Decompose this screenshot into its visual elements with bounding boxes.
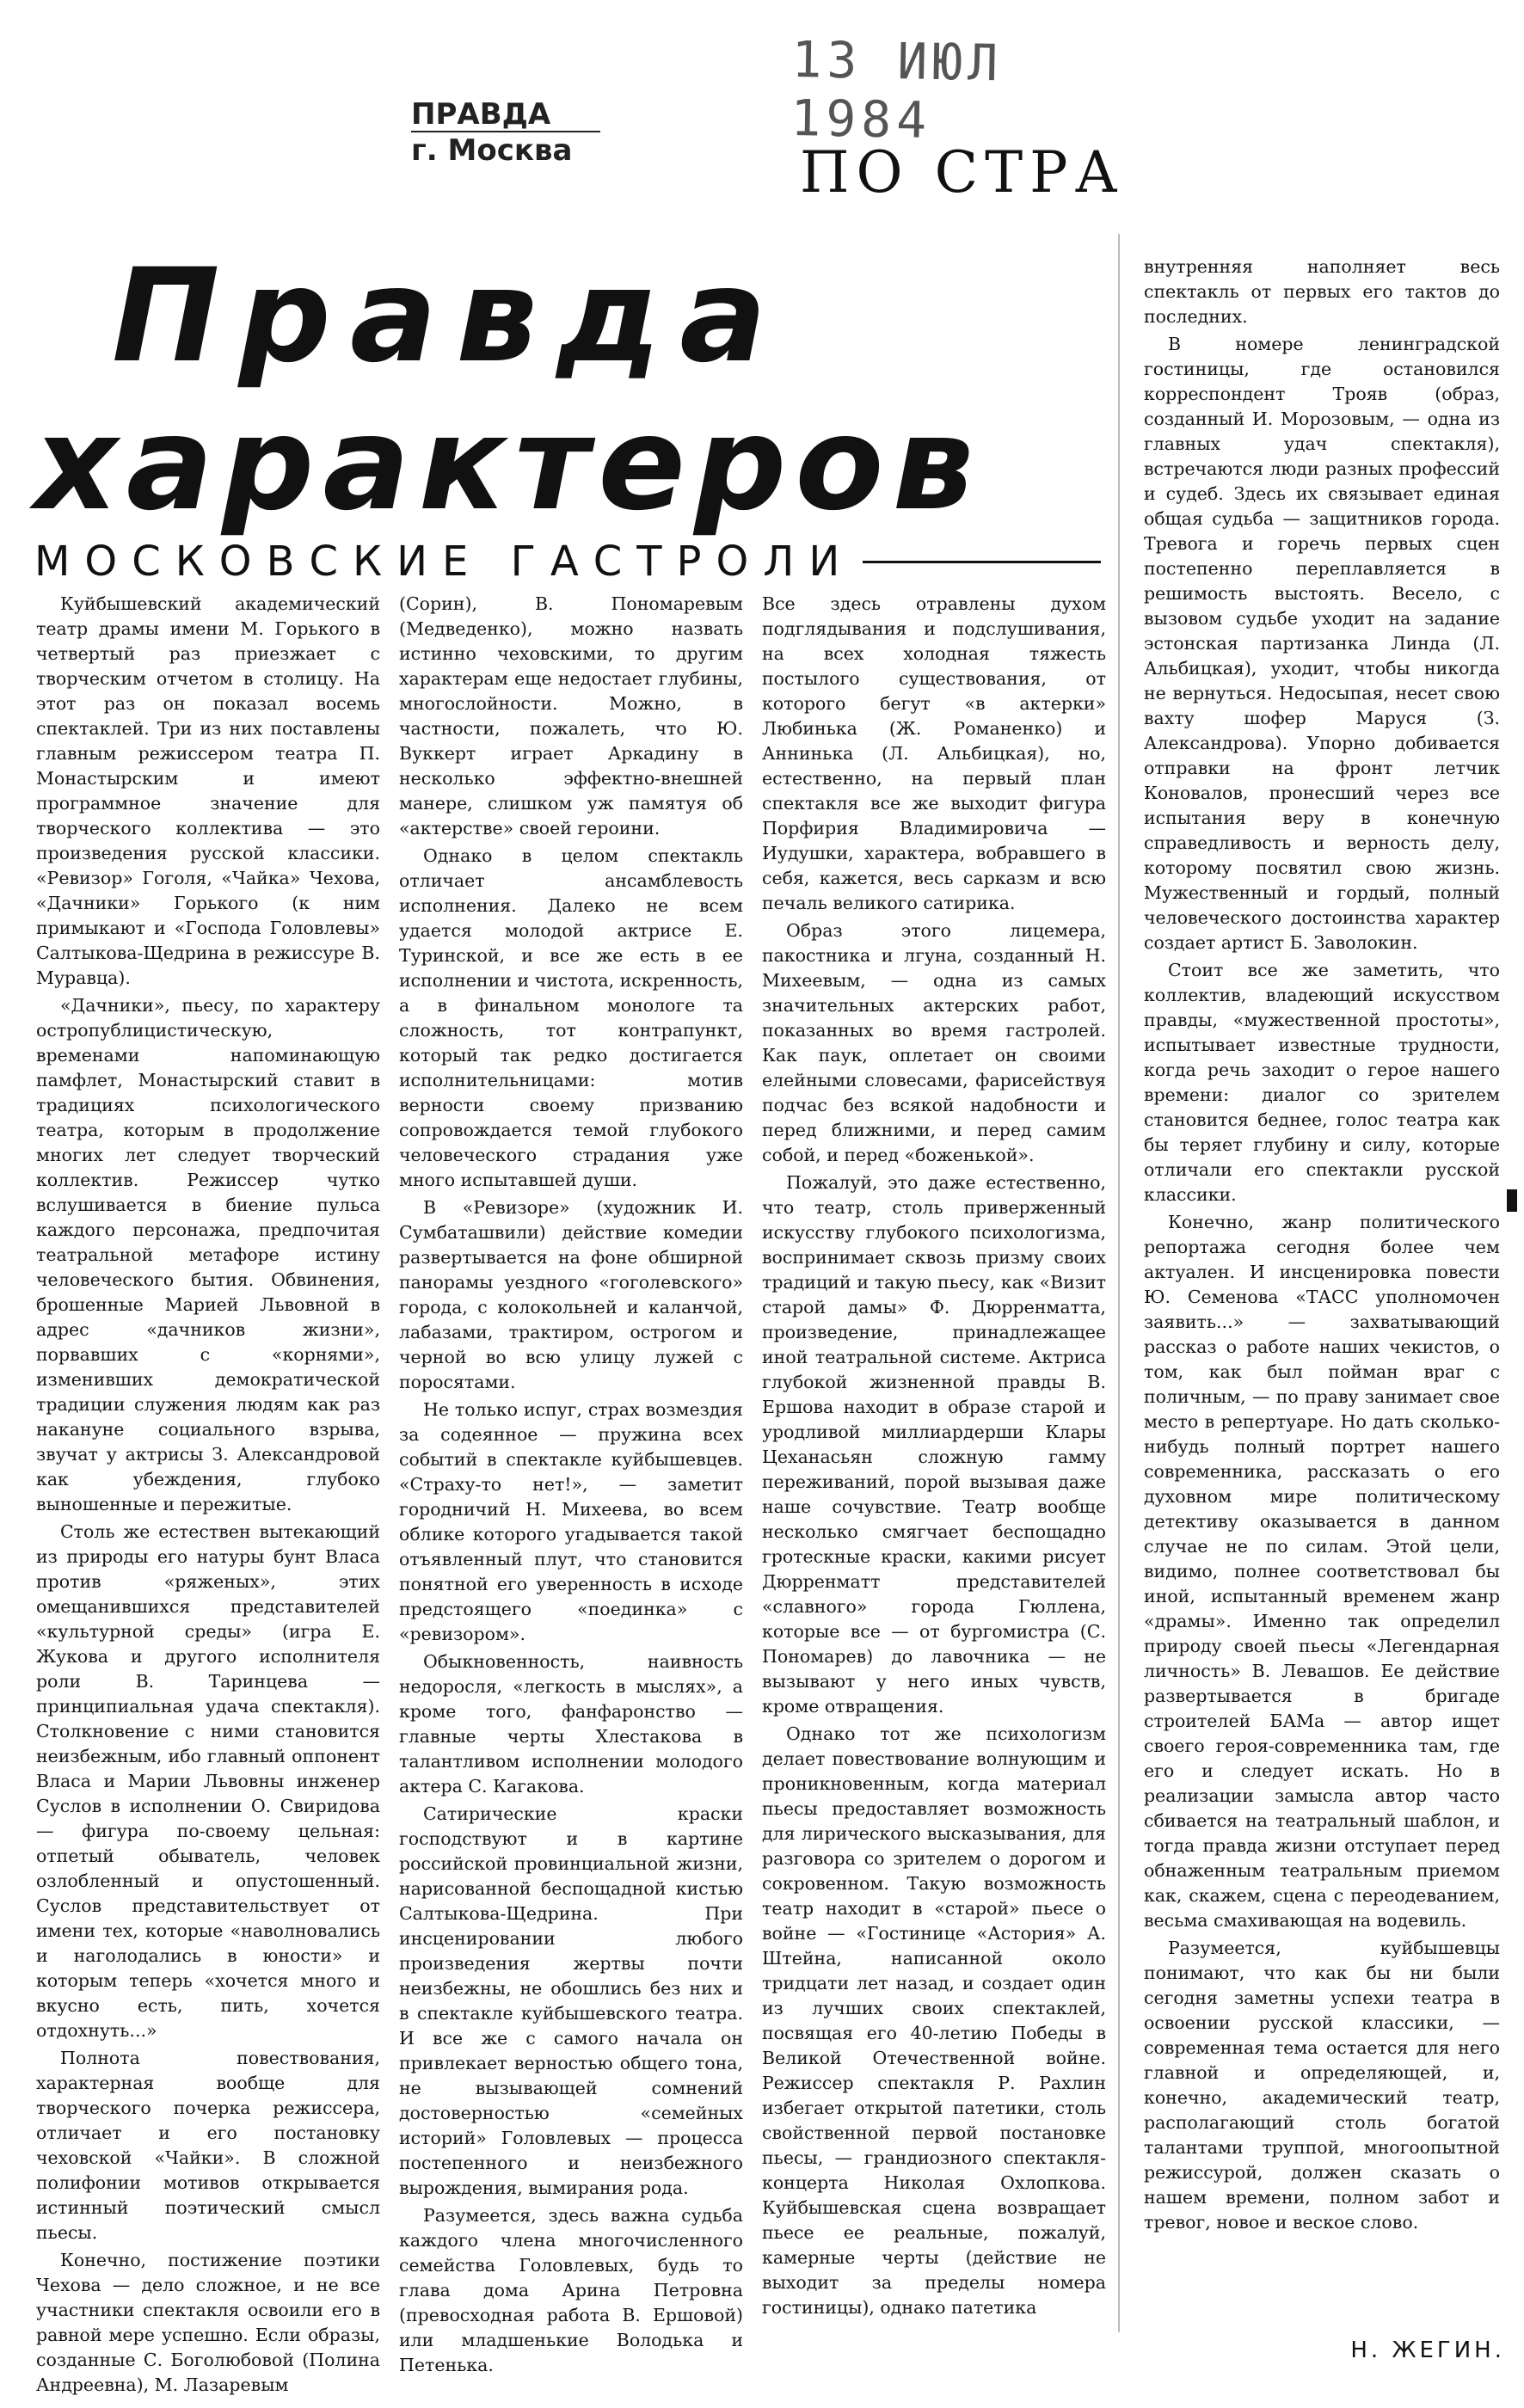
paragraph: Обыкновенность, наивность недоросля, «легкость в мыслях», а кроме того, фанфаронство — главные черты Хлестакова в талантливом исполнении молодого актера С. Кагакова. xyxy=(399,1651,743,1797)
source-stamp xyxy=(411,96,618,169)
paragraph: Стоит все же заметить, что коллектив, владеющий искусством правды, «мужественной простоты», испытывает известные трудности, когда речь заходит о герое нашего времени: диалог со зрителем становится беднее, голос театра как бы теряет глубину и силу, которые отличали его спектакли русской классики. xyxy=(1144,960,1500,1205)
article-column-4 xyxy=(1144,255,1500,2238)
paragraph: Сатирические краски господствуют и в картине российской провинциальной жизни, нарисованной беспощадной кистью Салтыкова-Щедрина. При инсценировании любого произведения жертвы почти неизбежны, не обошлись без них и в спектакле куйбышевского театра. И все же с самого начала он привлекает верностью общего тона, не вызывающей сомнений достоверностью «семейных историй» Головлевых — процесса постепенного и неизбежного вырождения, вымирания рода. xyxy=(399,1803,743,2198)
paragraph: Однако тот же психологизм делает повествование волнующим и проникновенным, когда материал пьесы предоставляет возможность для лирического высказывания, для разговора со зрителем о дорогом и сокровенном. Такую возможность театр находит в «старой» пьесе о войне — «Гостинице «Астория» А. Штейна, написанной около тридцати лет назад, и создает один из лучших своих спектаклей, посвящая его 40-летию Победы в Великой Отечественной войне. Режиссер спектакля Р. Рахлин избегает открытой патетики, столь свойственной первой постановке пьесы, — грандиозного спектакля-концерта Николая Охлопкова. Куйбышевская сцена возвращает пьесе ее реальные, пожалуй, камерные черты (действие не выходит за пределы номера гостиницы), однако патетика xyxy=(762,1723,1106,2318)
article-column-2 xyxy=(399,592,743,2380)
paragraph: Разумеется, здесь важна судьба каждого члена многочисленного семейства Головлевых, будь то глава дома Арина Петровна (превосходная работа В. Ершовой) или младшенькие Володька и Петенька. xyxy=(399,2205,743,2375)
paragraph: Столь же естествен вытекающий из природы его натуры бунт Власа против «ряженых», этих омещанившихся представителей «культурной среды» (игра Е. Жукова и другого исполнителя роли В. Таринцева — принципиальная удача спектакля). Столкновение с ними становится неизбежным, ибо главный оппонент Власа и Марии Львовны инженер Суслов в исполнении О. Свиридова — фигура по-своему цельная: отпетый обыватель, человек озлобленный и опустошенный. Суслов представительствует от имени тех, которые «наволновались и наголодались в юности» и которым теперь «хочется много и вкусно есть, пить, хочется отдохнуть...» xyxy=(36,1521,380,2041)
headline-line-2: характеров xyxy=(34,390,983,539)
author-signature: Н. ЖЕГИН. xyxy=(1350,2337,1505,2363)
column-divider xyxy=(1118,234,1128,2332)
source-newspaper-name: ПРАВДА xyxy=(411,97,551,132)
paragraph: Пожалуй, это даже естественно, что театр, столь приверженный искусству глубокого психологизма, воспринимает сквозь призму своих традиций и такую пьесу, как «Визит старой дамы» Ф. Дюрренматта, произведение, принадлежащее иной театральной системе. Актриса глубокой жизненной правды В. Ершова находит в образе старой и уродливой миллиардерши Клары Цеханасьян сложную гамму переживаний, порой вызывая даже наше сочувствие. Театр вообще несколько смягчает беспощадно гротескные краски, какими рисует Дюрренматт представителей «славного» города Гюллена, которые все — от бургомистра (С. Пономарев) до лавочника — не вызывают у него иных чувств, кроме отвращения. xyxy=(762,1172,1106,1717)
paragraph: В «Ревизоре» (художник И. Сумбаташвили) действие комедии развертывается на фоне обширной панорамы уездного «гоголевского» города, с колокольней и каланчой, лабазами, трактиром, острогом и черной во всю улицу лужей с поросятами. xyxy=(399,1197,743,1392)
margin-mark xyxy=(1507,1189,1517,1212)
article-column-1 xyxy=(36,592,380,2400)
paragraph: внутренняя наполняет весь спектакль от первых его тактов до последних. xyxy=(1144,256,1500,327)
paragraph: Не только испуг, страх возмездия за содеянное — пружина всех событий в спектакле куйбышевцев. «Страху-то нет!», — заметит городничий Н. Михеева, во всем облике которого угадывается такой отъявленный плут, что становится понятной его уверенность в исходе предстоящего «поединка» с «ревизором». xyxy=(399,1399,743,1644)
paragraph: Куйбышевский академический театр драмы имени М. Горького в четвертый раз приезжает с творческим отчетом в столицу. На этот раз он показал восемь спектаклей. Три из них поставлены главным режиссером театра П. Монастырским и имеют программное значение для творческого коллектива — это произведения русской классики. «Ревизор» Гоголя, «Чайка» Чехова, «Дачники» Горького (к ним примыкают и «Господа Головлевы» Салтыкова-Щедрина в режиссуре В. Муравца). xyxy=(36,593,380,988)
section-header: ПО СТРА xyxy=(800,139,1125,206)
paragraph: (Сорин), В. Пономаревым (Медведенко), можно назвать истинно чеховскими, то другим характерам еще недостает глубины, многослойности. Можно, в частности, пожалеть, что Ю. Вуккерт играет Аркадину в несколько эффектно-внешней манере, слишком уж памятуя об «актерстве» своей героини. xyxy=(399,593,743,838)
source-city: г. Москва xyxy=(411,133,573,168)
paragraph: В номере ленинградской гостиницы, где остановился корреспондент Трояв (образ, созданный И. Морозовым, — одна из главных удач спектакля), встречаются люди разных профессий и судеб. Здесь их связывает единая общая судьба — защитников города. Тревога и горечь первых сцен постепенно переплавляется в решимость выстоять. Весело, с вызовом судьбе уходит на задание эстонская партизанка Линда (Л. Альбицкая), уходит, чтобы никогда не вернуться. Недосыпая, несет свою вахту шофер Маруся (З. Александрова). Упорно добивается отправки на фронт летчик Коновалов, пронесший через все испытания веру в конечную справедливость и верность делу, которому посвятил свою жизнь. Мужественный и гордый, полный человеческого достоинства характер создает артист Б. Заволокин. xyxy=(1144,334,1500,953)
paragraph: «Дачники», пьесу, по характеру остропублицистическую, временами напоминающую памфлет, Монастырский ставит в традициях психологического театра, которым в продолжение многих лет следует творческий коллектив. Режиссер чутко вслушивается в биение пульса каждого персонажа, предпочитая театральной метафоре истину человеческого бытия. Обвинения, брошенные Марией Львовной в адрес «дачников жизни», порвавших с «корнями», изменивших демократической традиции служения людям как раз накануне социального взрыва, звучат у актрисы З. Александровой как убеждения, глубоко выношенные и пережитые. xyxy=(36,995,380,1514)
paragraph: Полнота повествования, характерная вообще для творческого почерка режиссера, отличает и его постановку чеховской «Чайки». В сложной полифонии мотивов открывается истинный поэтический смысл пьесы. xyxy=(36,2048,380,2243)
article-column-3 xyxy=(762,592,1106,2323)
headline-line-1: Правда xyxy=(112,242,786,391)
paragraph: Конечно, жанр политического репортажа сегодня более чем актуален. И инсценировка повести Ю. Семенова «ТАСС уполномочен заявить...» — захватывающий рассказ о работе наших чекистов, о том, как был пойман враг с поличным, — по праву занимает свое место в репертуаре. Но дать сколько-нибудь полный портрет нашего современника, рассказать о его духовном мире политическому детективу оказывается в данном случае не по силам. Этой цели, видимо, полнее соответствовал бы иной, испытанный временем жанр «драмы». Именно так определил природу своей пьесы «Легендарная личность» В. Левашов. Ее действие развертывается в бригаде строителей БАМа — автор ищет своего героя-современника там, где его и следует искать. Но в реализации замысла автор часто сбивается на театральный шаблон, и тогда правда жизни отступает перед обнаженным театральным приемом как, скажем, сцена с переодеванием, весьма смахивающая на водевиль. xyxy=(1144,1212,1500,1931)
paragraph: Конечно, постижение поэтики Чехова — дело сложное, и не все участники спектакля освоили его в равной мере успешно. Если образы, созданные С. Боголюбовой (Полина Андреевна), М. Лазаревым xyxy=(36,2250,380,2395)
article-headline xyxy=(26,243,1118,538)
rubric xyxy=(34,538,1101,586)
paragraph: Все здесь отравлены духом подглядывания и подслушивания, на всех холодная тяжесть постылого существования, от которого бегут «в актерки» Любинька (Ж. Романенко) и Аннинька (Л. Альбицкая), но, естественно, на первый план спектакля все же выходит фигура Порфирия Владимировича — Иудушки, характера, вобравшего в себя, кажется, весь сарказм и всю печаль великого сатирика. xyxy=(762,593,1106,913)
paragraph: Образ этого лицемера, пакостника и лгуна, созданный Н. Михеевым, — одна из самых значительных актерских работ, показанных во время гастролей. Как паук, оплетает он своими елейными словесами, фарисействуя подчас без всякой надобности и перед ближними, и перед самим собой, и перед «боженькой». xyxy=(762,920,1106,1165)
rubric-rule xyxy=(863,561,1101,563)
archive-date-stamp: 13 ИЮЛ 1984 xyxy=(790,30,1004,150)
rubric-label: МОСКОВСКИЕ ГАСТРОЛИ xyxy=(34,538,855,586)
paragraph: Разумеется, куйбышевцы понимают, что как бы ни были сегодня заметны успехи театра в освоении русской классики, — современная тема остается для него главной и определяющей, и, конечно, академический театр, располагающий столь богатой талантами труппой, многоопытной режиссурой, должен сказать о нашем времени, полном забот и тревог, новое и веское слово. xyxy=(1144,1938,1500,2233)
paragraph: Однако в целом спектакль отличает ансамблевость исполнения. Далеко не всем удается молодой актрисе Е. Туринской, и все же есть в ее исполнении и чистота, искренность, а в финальном монологе та сложность, тот контрапункт, который так редко достигается исполнительницами: мотив верности своему призванию сопровождается темой глубокого человеческого страдания уже много испытавшей души. xyxy=(399,845,744,1190)
